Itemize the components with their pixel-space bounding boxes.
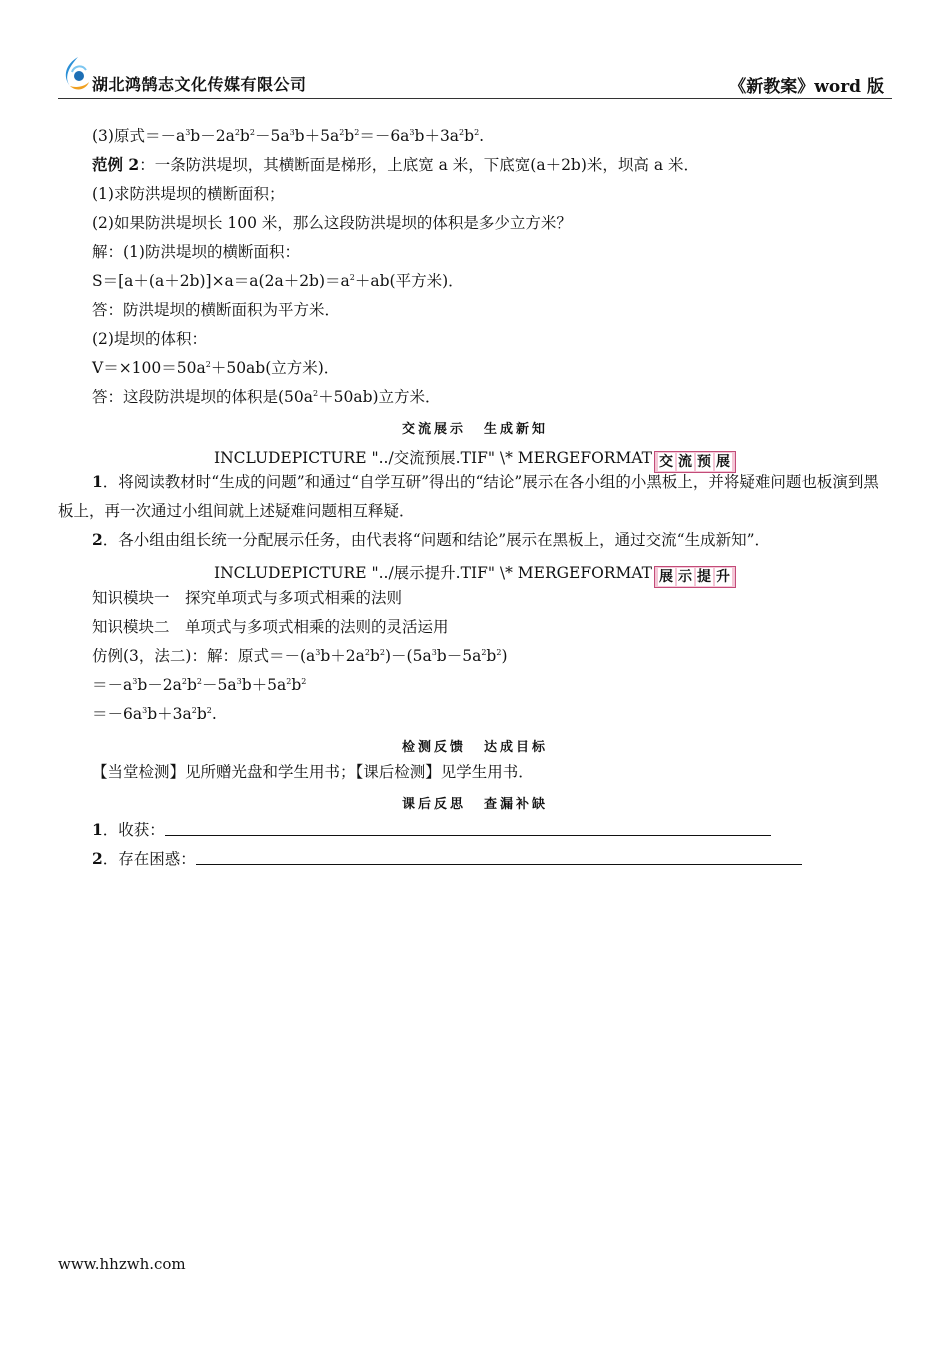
example-2-text: ：一条防洪堤坝，其横断面是梯形，上底宽 a 米，下底宽(a＋2b)米，坝高 a 米． bbox=[139, 156, 699, 174]
page-header bbox=[58, 52, 892, 100]
volume-intro: (2)堤坝的体积： bbox=[92, 330, 207, 348]
section-title-reflection: 课后反思 查漏补缺 bbox=[401, 797, 549, 812]
footer-url: www.hhzwh.com bbox=[58, 1255, 186, 1273]
gain-answer-line[interactable] bbox=[165, 821, 771, 836]
company-logo-icon bbox=[58, 54, 92, 94]
reflection-confusion: 2．存在困惑： bbox=[92, 849, 802, 869]
solution-intro: 解：(1)防洪堤坝的横断面积： bbox=[92, 243, 300, 261]
area-formula: $S=[a+(a+2b)]\times a=a(2a+2b)=a^2+ab$(平方米)． bbox=[92, 272, 464, 290]
badge-display-improve: 展 示 提 升 bbox=[654, 566, 736, 588]
solution-line-3: (3)原式$=-a^3b-2a^2b^2-5a^3b+5a^2b^2=-6a^3b+3a^2b^2$. bbox=[92, 127, 485, 145]
question-1: (1)求防洪堤坝的横断面积； bbox=[92, 185, 285, 203]
paragraph-1: 1．将阅读教材时“生成的问题”和通过“自学互研”得出的“结论”展示在各小组的小黑板上，并将疑难问题也板演到黑板上，再一次通过小组间就上述疑难问题相互释疑． bbox=[58, 472, 879, 520]
check-line: 【当堂检测】见所赠光盘和学生用书；【课后检测】见学生用书． bbox=[92, 763, 534, 781]
example-2-line bbox=[92, 155, 699, 175]
reflection-gain: 1．收获： bbox=[92, 820, 771, 840]
header-divider bbox=[58, 98, 892, 99]
badge-exchange-preview: 交 流 预 展 bbox=[654, 451, 736, 473]
paragraph-2: 2．各小组由组长统一分配展示任务，由代表将“问题和结论”展示在黑板上，通过交流“生成新知”． bbox=[92, 530, 770, 549]
section-title-feedback: 检测反馈 达成目标 bbox=[401, 740, 549, 755]
answer-2: 答：这段防洪堤坝的体积是$(50a^2+50ab)$立方米． bbox=[92, 388, 441, 406]
example-solution-line-1: 仿例(3，法二)：解：原式$=-(a^3b+2a^2b^2)-(5a^3b-5a^2b^2)$ bbox=[92, 647, 508, 665]
section-title-exchange: 交流展示 生成新知 bbox=[401, 422, 549, 437]
include-field-code-1: INCLUDEPICTURE "../交流预展.TIF" \* MERGEFORMAT bbox=[213, 449, 653, 467]
include-field-code-2: INCLUDEPICTURE "../展示提升.TIF" \* MERGEFORMAT bbox=[213, 564, 653, 582]
example-solution-line-2: $=-a^3b-2a^2b^2-5a^3b+5a^2b^2$ bbox=[92, 676, 307, 694]
question-2: (2)如果防洪堤坝长 100 米，那么这段防洪堤坝的体积是多少立方米？ bbox=[92, 214, 572, 232]
company-name: 湖北鸿鹄志文化传媒有限公司 bbox=[92, 75, 307, 94]
volume-formula: $V=\times 100=50a^2+50ab$(立方米)． bbox=[92, 359, 340, 377]
edition-label: 《新教案》word 版 bbox=[729, 77, 884, 97]
example-solution-line-3: $=-6a^3b+3a^2b^2$. bbox=[92, 705, 217, 723]
answer-1: 答：防洪堤坝的横断面积为平方米． bbox=[92, 301, 341, 319]
confusion-answer-line[interactable] bbox=[196, 850, 802, 865]
module-2: 知识模块二 单项式与多项式相乘的法则的灵活运用 bbox=[92, 618, 449, 636]
example-2-label: 范例 2 bbox=[92, 155, 140, 174]
module-1: 知识模块一 探究单项式与多项式相乘的法则 bbox=[92, 589, 403, 607]
include-picture-2 bbox=[0, 561, 950, 588]
